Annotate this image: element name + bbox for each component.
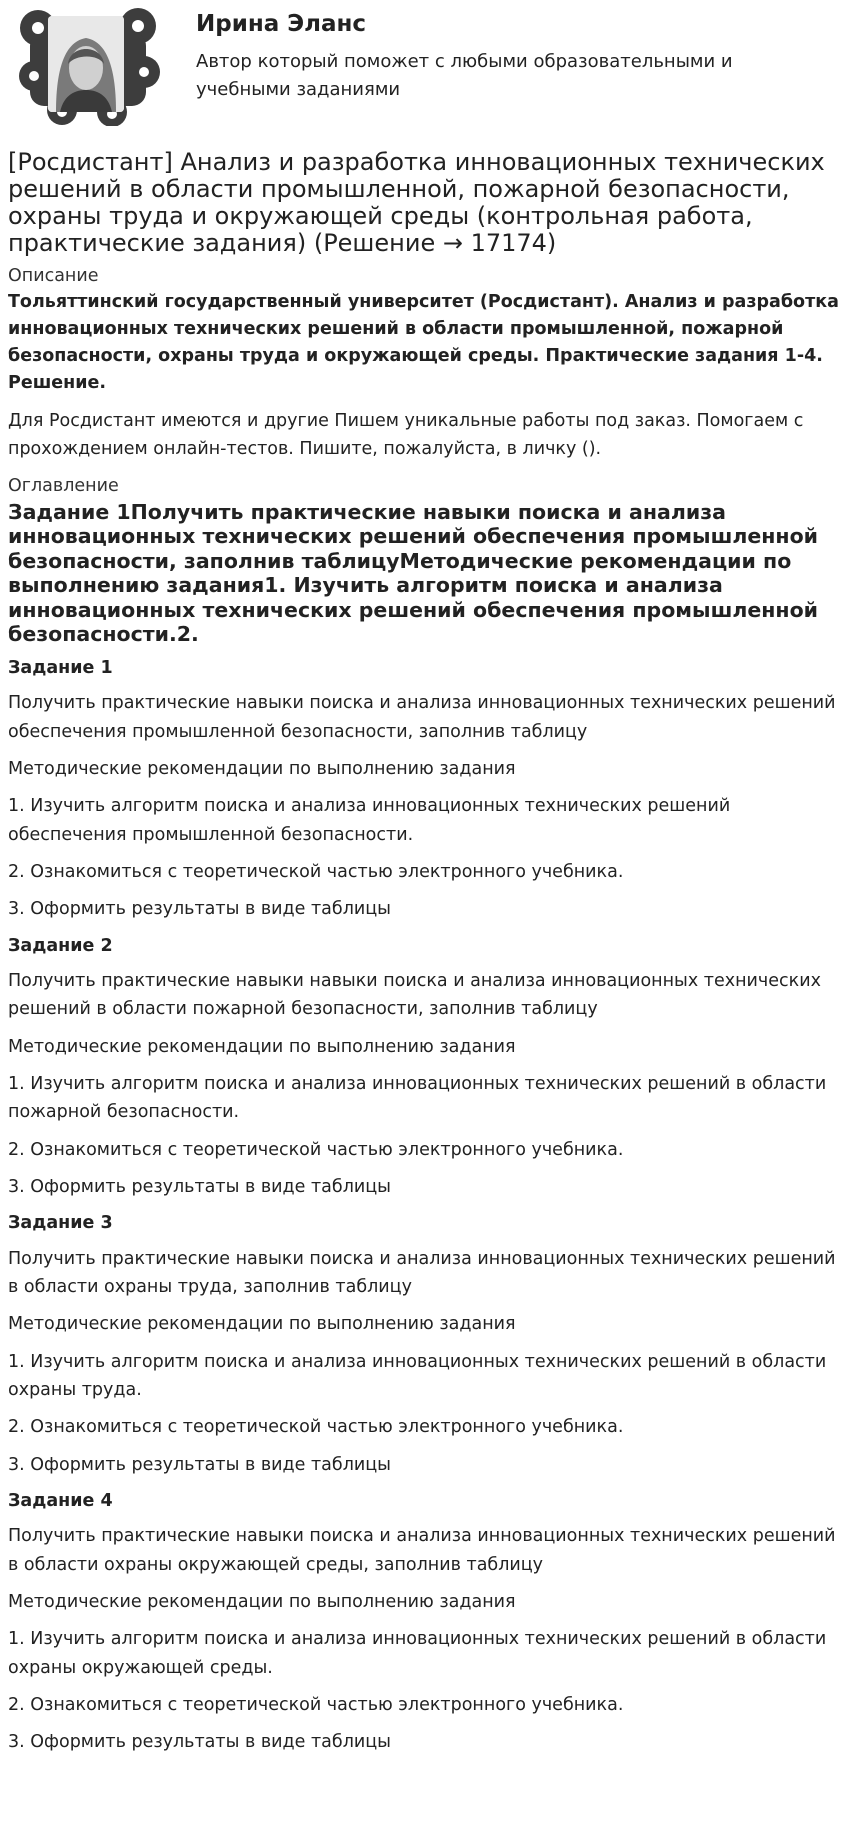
task-2 (8, 933, 839, 1202)
task-step: 2. Ознакомиться с теоретической частью электронного учебника. (8, 862, 624, 883)
task-step: 3. Оформить результаты в виде таблицы (8, 1177, 391, 1198)
description-label: Описание (8, 265, 99, 286)
task-3 (8, 1210, 839, 1479)
author-bio: Автор который поможет с любыми образовательными и учебными заданиями (196, 51, 733, 100)
task-step: 2. Ознакомиться с теоретической частью электронного учебника. (8, 1417, 624, 1438)
task-goal: Получить практические навыки поиска и анализа инновационных технических решений в области охраны окружающей среды, заполнив таблицу (8, 1526, 836, 1575)
task-guidelines-label: Методические рекомендации по выполнению задания (8, 1591, 516, 1612)
task-heading: Задание 4 (8, 1491, 113, 1512)
author-avatar[interactable] (16, 6, 160, 126)
task-step: 1. Изучить алгоритм поиска и анализа инновационных технических решений обеспечения промышленной безопасности. (8, 796, 731, 845)
author-card (8, 0, 839, 131)
task-step: 3. Оформить результаты в виде таблицы (8, 1454, 391, 1475)
task-heading: Задание 1 (8, 658, 113, 679)
task-goal: Получить практические навыки поиска и анализа инновационных технических решений в области охраны труда, заполнив таблицу (8, 1248, 836, 1297)
task-1 (8, 655, 839, 924)
description-lead: Тольяттинский государственный университет (Росдистант). Анализ и разработка инновационных технических решений в области промышленной, пожарной безопасности, охраны труда и окружающей среды. Практические задания 1-4. Решение. (8, 291, 839, 394)
task-step: 2. Ознакомиться с теоретической частью электронного учебника. (8, 1139, 624, 1160)
task-guidelines-label: Методические рекомендации по выполнению задания (8, 1314, 516, 1335)
task-step: 1. Изучить алгоритм поиска и анализа инновационных технических решений в области охраны труда. (8, 1351, 827, 1400)
description-note: Для Росдистант имеются и другие Пишем уникальные работы под заказ. Помогаем с прохождением онлайн-тестов. Пишите, пожалуйста, в личку (). (8, 411, 804, 460)
task-guidelines-label: Методические рекомендации по выполнению задания (8, 1036, 516, 1057)
page-title: [Росдистант] Анализ и разработка инновационных технических решений в области промышленной, пожарной безопасности, охраны труда и окружающей среды (контрольная работа, практические задания) (Решение → 17174) (8, 148, 825, 257)
task-step: 1. Изучить алгоритм поиска и анализа инновационных технических решений в области пожарной безопасности. (8, 1074, 827, 1123)
task-goal: Получить практические навыки поиска и анализа инновационных технических решений обеспечения промышленной безопасности, заполнив таблицу (8, 693, 836, 742)
task-heading: Задание 3 (8, 1213, 113, 1234)
task-4 (8, 1488, 839, 1757)
toc-label: Оглавление (8, 476, 119, 497)
task-step: 1. Изучить алгоритм поиска и анализа инновационных технических решений в области охраны окружающей среды. (8, 1629, 827, 1678)
task-heading: Задание 2 (8, 935, 113, 956)
toc-text: Задание 1Получить практические навыки поиска и анализа инновационных технических решений обеспечения промышленной безопасности, заполнив таблицуМетодические рекомендации по выполнению задания1. Изучить алгоритм поиска и анализа инновационных технических решений обеспечения промышленной безопасности.2. (8, 499, 819, 647)
author-name[interactable]: Ирина Эланс (196, 11, 367, 37)
task-guidelines-label: Методические рекомендации по выполнению задания (8, 759, 516, 779)
task-goal: Получить практические навыки навыки поиска и анализа инновационных технических решений в области пожарной безопасности, заполнив таблицу (8, 970, 821, 1020)
description-section (8, 263, 839, 464)
toc-section (8, 473, 839, 647)
task-step: 3. Оформить результаты в виде таблицы (8, 1732, 391, 1753)
task-step: 2. Ознакомиться с теоретической частью электронного учебника. (8, 1695, 624, 1715)
task-step: 3. Оформить результаты в виде таблицы (8, 899, 391, 920)
